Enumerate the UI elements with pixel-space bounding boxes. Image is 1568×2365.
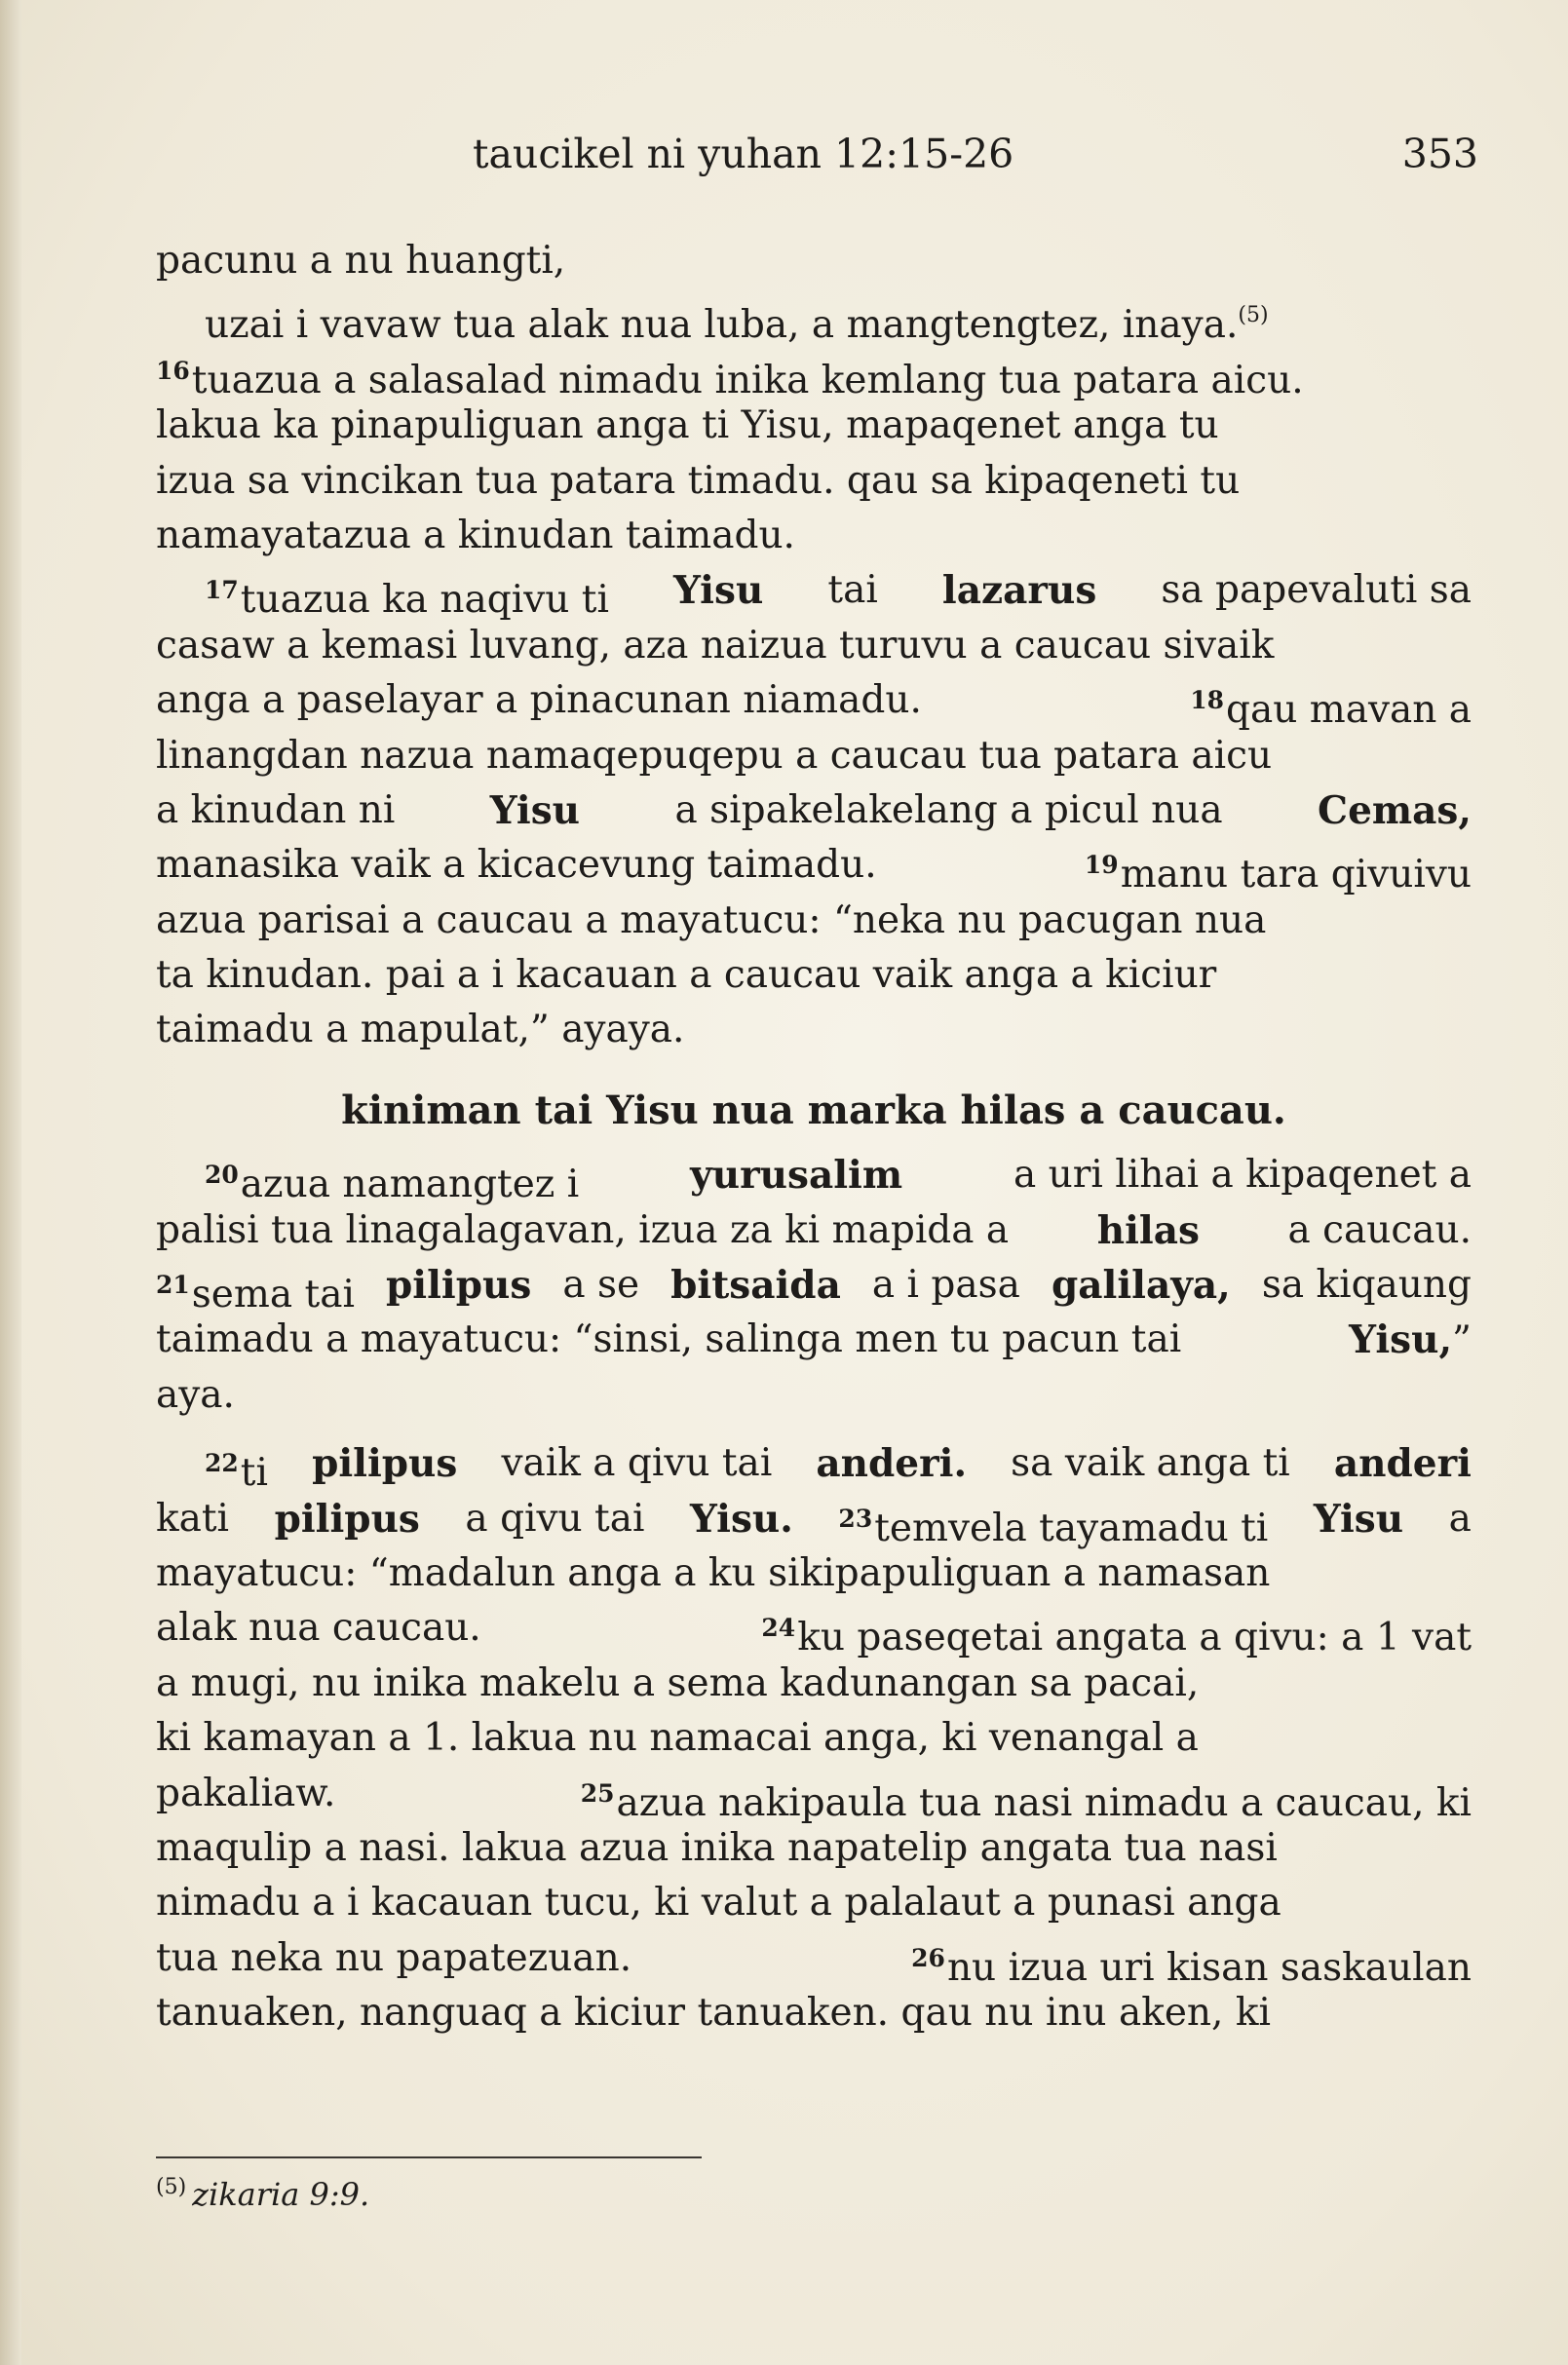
bold-name: Yisu. bbox=[690, 1496, 793, 1542]
text-line bbox=[156, 1203, 1472, 1258]
verse-number: 26 bbox=[911, 1943, 945, 1972]
line-text: tua neka nu papatezuan. bbox=[156, 1935, 632, 1980]
line-text: temvela tayamadu ti bbox=[874, 1506, 1269, 1550]
line-text: mayatucu: “madalun anga a ku sikipapuliguan a namasan bbox=[156, 1550, 1271, 1595]
text-line bbox=[156, 1931, 1472, 1990]
verse-number: 25 bbox=[580, 1778, 615, 1808]
bold-name: Yisu bbox=[673, 568, 764, 614]
verse-number: 23 bbox=[838, 1504, 873, 1533]
bold-name: bitsaida bbox=[670, 1263, 841, 1309]
text-line bbox=[156, 894, 1472, 948]
verse-number: 20 bbox=[205, 1161, 239, 1190]
bold-name: lazarus bbox=[941, 568, 1097, 614]
footnote-reference-text: zikaria 9:9. bbox=[192, 2176, 370, 2213]
bold-name: anderi bbox=[1333, 1441, 1472, 1487]
line-text: a mugi, nu inika makelu a sema kadunangan sa pacai, bbox=[156, 1660, 1200, 1705]
line-text: ” bbox=[1452, 1318, 1472, 1363]
text-line bbox=[156, 619, 1472, 673]
line-text: taimadu a mayatucu: “sinsi, salinga men tu pacun tai bbox=[156, 1317, 1182, 1362]
text-line bbox=[156, 1436, 1472, 1496]
line-text: a se bbox=[562, 1263, 640, 1308]
footnote-reference: (5) bbox=[1238, 303, 1269, 328]
bold-name: hilas bbox=[1096, 1207, 1200, 1253]
text-line bbox=[156, 838, 1472, 897]
text-line bbox=[156, 288, 1472, 348]
line-text: palisi tua linagalagavan, izua za ki mapida a bbox=[156, 1207, 1010, 1252]
bold-name: Yisu, bbox=[1349, 1317, 1453, 1363]
verse-number: 17 bbox=[205, 576, 239, 605]
text-line bbox=[156, 344, 1472, 402]
line-text: sa kiqaung bbox=[1261, 1263, 1472, 1308]
line-text: kati bbox=[156, 1496, 230, 1541]
line-text: pakaliaw. bbox=[156, 1771, 336, 1815]
line-text: manu tara qivuivu bbox=[1120, 853, 1472, 897]
bold-name: anderi. bbox=[816, 1441, 968, 1487]
page-number: 353 bbox=[1401, 131, 1478, 177]
line-text: anga a paselayar a pinacunan niamadu. bbox=[156, 678, 922, 723]
line-text: a qivu tai bbox=[465, 1496, 645, 1541]
verse-number: 24 bbox=[761, 1614, 796, 1643]
text-line bbox=[156, 673, 1472, 733]
line-text: alak nua caucau. bbox=[156, 1606, 481, 1651]
verse-number: 19 bbox=[1084, 851, 1119, 880]
bold-name: Yisu bbox=[1313, 1496, 1404, 1542]
text-line bbox=[156, 1492, 1472, 1550]
line-text: izua sa vincikan tua patara timadu. qau sa kipaqeneti tu bbox=[156, 458, 1241, 503]
line-text: namayatazua a kinudan taimadu. bbox=[156, 513, 795, 557]
running-head-title: taucikel ni yuhan 12:15-26 bbox=[473, 131, 1014, 177]
line-text: maqulip a nasi. lakua azua inika napatelip angata tua nasi bbox=[156, 1825, 1278, 1870]
line-text: azua nakipaula tua nasi nimadu a caucau, ki bbox=[616, 1780, 1472, 1825]
line-text: azua parisai a caucau a mayatucu: “neka nu pacugan nua bbox=[156, 897, 1267, 942]
text-line bbox=[156, 1821, 1472, 1876]
line-text: a uri lihai a kipaqenet a bbox=[1013, 1153, 1472, 1198]
paragraph-gap bbox=[156, 1423, 1472, 1436]
text-line bbox=[156, 1003, 1472, 1057]
text-line bbox=[156, 1313, 1472, 1367]
footnote-mark: (5) bbox=[156, 2175, 187, 2199]
line-text: azua namangtez i bbox=[240, 1163, 580, 1207]
line-text: ku paseqetai angata a qivu: a 1 vat bbox=[797, 1616, 1472, 1660]
text-line bbox=[156, 729, 1472, 783]
line-text: tanuaken, nanguaq a kiciur tanuaken. qau nu inu aken, ki bbox=[156, 1991, 1271, 2036]
text-line bbox=[156, 948, 1472, 1003]
line-text: tuazua a salasalad nimadu inika kemlang tua patara aicu. bbox=[191, 358, 1304, 402]
bold-name: pilipus bbox=[274, 1496, 420, 1542]
text-line bbox=[156, 509, 1472, 563]
line-text: ti bbox=[240, 1451, 268, 1496]
line-text: sema tai bbox=[191, 1273, 355, 1317]
line-text: aya. bbox=[156, 1372, 235, 1417]
verse-number: 22 bbox=[205, 1449, 239, 1478]
body-text bbox=[156, 234, 1472, 2041]
bold-name: yurusalim bbox=[690, 1153, 903, 1199]
verse-number: 16 bbox=[156, 356, 190, 385]
text-line bbox=[156, 1986, 1472, 2041]
line-text: sa papevaluti sa bbox=[1161, 568, 1472, 613]
section-heading: kiniman tai Yisu nua marka hilas a caucau. bbox=[341, 1087, 1286, 1133]
line-text: ki kamayan a 1. lakua nu namacai anga, ki venangal a bbox=[156, 1716, 1199, 1761]
text-line bbox=[156, 563, 1472, 623]
text-line bbox=[156, 1368, 1472, 1423]
line-text: a caucau. bbox=[1287, 1207, 1472, 1252]
page-binding-edge bbox=[0, 0, 21, 2365]
text-line bbox=[156, 399, 1472, 453]
text-line bbox=[156, 1601, 1472, 1660]
running-head bbox=[473, 125, 1478, 183]
bold-name: pilipus bbox=[312, 1441, 458, 1487]
text-line bbox=[156, 783, 1472, 838]
verse-number: 21 bbox=[156, 1271, 190, 1300]
text-line bbox=[156, 1876, 1472, 1930]
text-line bbox=[156, 1148, 1472, 1207]
bold-name: galilaya, bbox=[1051, 1263, 1231, 1309]
text-line bbox=[156, 1767, 1472, 1825]
text-line bbox=[156, 454, 1472, 509]
line-text: a bbox=[1448, 1496, 1472, 1541]
text-line bbox=[156, 1258, 1472, 1317]
bold-name: Yisu bbox=[489, 787, 581, 833]
line-text: nimadu a i kacauan tucu, ki valut a palalaut a punasi anga bbox=[156, 1881, 1281, 1926]
text-line bbox=[156, 1711, 1472, 1766]
line-text: a i pasa bbox=[871, 1263, 1020, 1308]
text-line bbox=[156, 1657, 1472, 1711]
line-text: casaw a kemasi luvang, aza naizua turuvu a caucau sivaik bbox=[156, 623, 1275, 668]
line-text: sa vaik anga ti bbox=[1011, 1441, 1290, 1486]
line-text: a kinudan ni bbox=[156, 787, 396, 832]
line-text: linangdan nazua namaqepuqepu a caucau tua patara aicu bbox=[156, 733, 1273, 778]
line-text: uzai i vavaw tua alak nua luba, a mangtengtez, inaya. bbox=[205, 303, 1239, 348]
line-text: taimadu a mapulat,” ayaya. bbox=[156, 1008, 685, 1052]
line-text: pacunu a nu huangti, bbox=[156, 239, 566, 283]
line-text: tai bbox=[827, 568, 878, 613]
bold-name: pilipus bbox=[385, 1263, 532, 1309]
line-text: a sipakelakelang a picul nua bbox=[674, 787, 1223, 832]
bold-name: Cemas, bbox=[1318, 787, 1472, 833]
verse-number: 18 bbox=[1190, 686, 1224, 715]
line-text: lakua ka pinapuliguan anga ti Yisu, mapaqenet anga tu bbox=[156, 403, 1219, 448]
line-text: ta kinudan. pai a i kacauan a caucau vaik anga a kiciur bbox=[156, 953, 1217, 998]
line-text: qau mavan a bbox=[1225, 688, 1472, 733]
footnote bbox=[156, 2165, 369, 2217]
line-text: nu izua uri kisan saskaulan bbox=[946, 1945, 1472, 1990]
line-text: tuazua ka naqivu ti bbox=[240, 578, 609, 623]
footnote-divider bbox=[156, 2156, 702, 2158]
line-text: manasika vaik a kicacevung taimadu. bbox=[156, 843, 877, 888]
text-line bbox=[156, 1546, 1472, 1601]
line-text: vaik a qivu tai bbox=[501, 1441, 773, 1486]
text-line bbox=[156, 234, 1472, 288]
